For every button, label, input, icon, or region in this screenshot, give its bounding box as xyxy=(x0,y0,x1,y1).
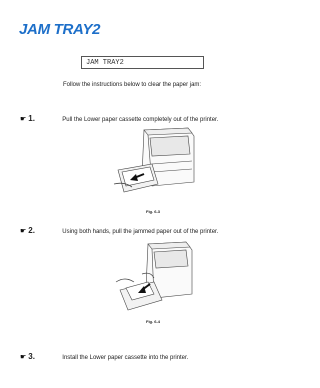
step-text: Using both hands, pull the jammed paper out of the printer. xyxy=(62,229,219,235)
step-number: 1. xyxy=(28,114,35,123)
pointing-hand-icon: ☛ xyxy=(20,116,27,123)
figure-remove-jammed-paper xyxy=(112,238,196,318)
pointing-hand-icon: ☛ xyxy=(20,228,27,235)
figure-caption: Fig. 6-3 xyxy=(146,209,161,214)
step-1 xyxy=(20,114,218,123)
step-number: 2. xyxy=(28,226,35,235)
intro-text: Follow the instructions below to clear the paper jam: xyxy=(63,82,202,88)
step-3 xyxy=(20,352,188,361)
step-number: 3. xyxy=(28,352,35,361)
figure-pull-cassette xyxy=(112,124,196,204)
step-text: Pull the Lower paper cassette completely out of the printer. xyxy=(62,117,219,123)
page-title: JAM TRAY2 xyxy=(19,21,101,38)
step-2 xyxy=(20,226,218,235)
lcd-message-box: JAM TRAY2 xyxy=(81,56,204,69)
step-text: Install the Lower paper cassette into the printer. xyxy=(62,355,189,361)
pointing-hand-icon: ☛ xyxy=(20,354,27,361)
figure-caption: Fig. 6-4 xyxy=(146,319,161,324)
